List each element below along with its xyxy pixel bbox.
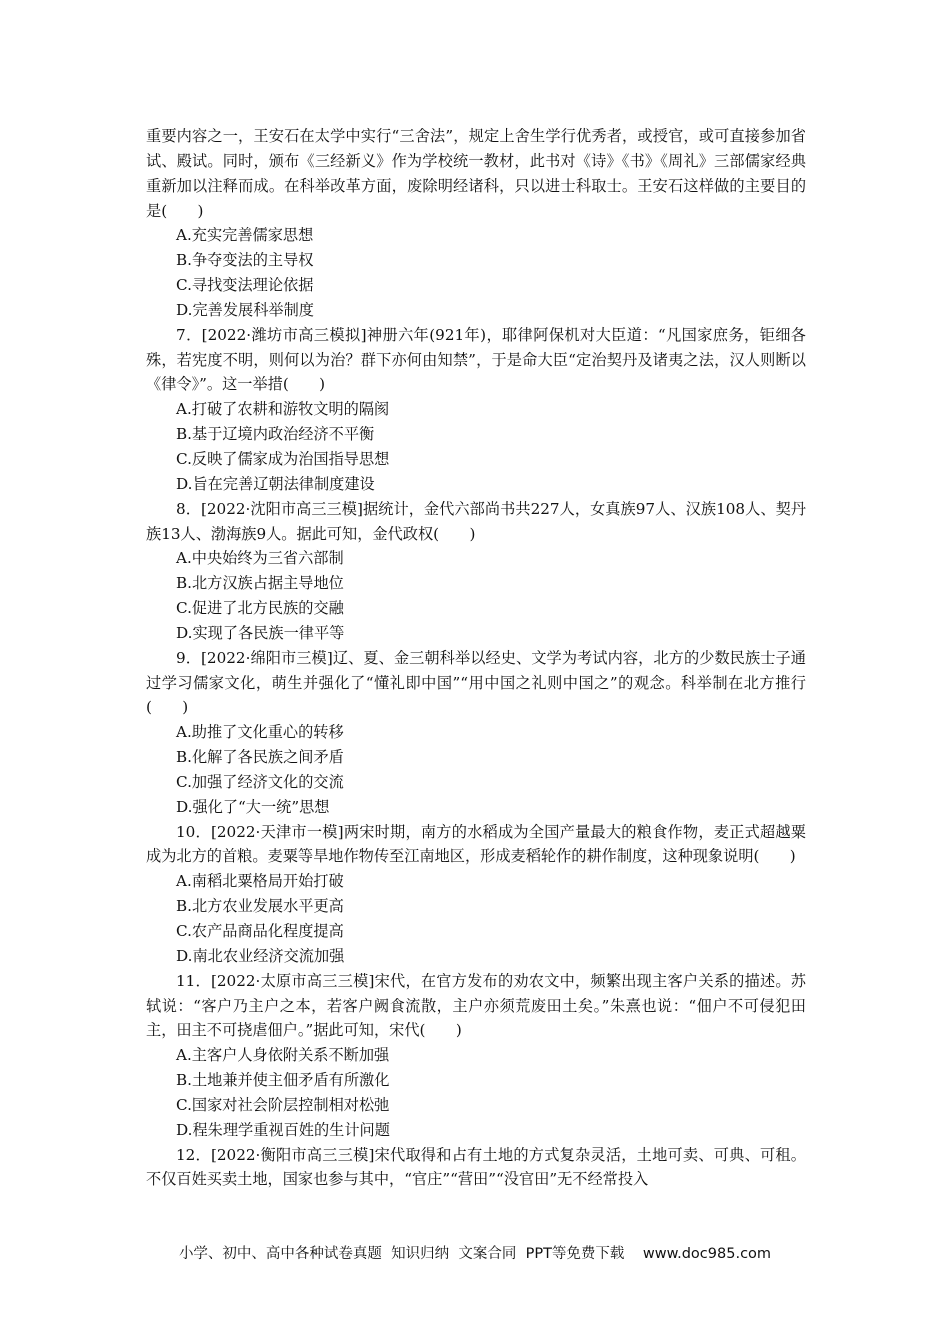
question-9-option-d: D.强化了“大一统”思想 (176, 797, 330, 816)
question-11-stem: 11．[2022·太原市高三三模]宋代，在官方发布的劝农文中，频繁出现主客户关系的描述。苏轼说：“客户乃主户之本，若客户阙食流散，主户亦须荒废田土矣。”朱熹也说：“佃户不可侵犯田主，田主不可挠虐佃户。”据此可知，宋代( ) (146, 971, 806, 1040)
question-10-option-d: D.南北农业经济交流加强 (176, 946, 345, 965)
question-9-option-a: A.助推了文化重心的转移 (176, 723, 344, 742)
question-7-option-c: C.反映了儒家成为治国指导思想 (176, 449, 390, 468)
question-9-option-c: C.加强了经济文化的交流 (176, 772, 344, 791)
question-6-option-d: D.完善发展科举制度 (176, 300, 314, 319)
question-12-stem: 12．[2022·衡阳市高三三模]宋代取得和占有土地的方式复杂灵活，土地可卖、可典、可租。不仅百姓买卖土地，国家也参与其中，“官庄”“营田”“没官田”无不经常投入 (146, 1145, 806, 1189)
question-7-option-d: D.旨在完善辽朝法律制度建设 (176, 474, 375, 493)
question-8-option-d: D.实现了各民族一律平等 (176, 623, 345, 642)
question-6-option-a: A.充实完善儒家思想 (176, 226, 314, 245)
question-6-option-b: B.争夺变法的主导权 (176, 251, 314, 270)
question-10-option-b: B.北方农业发展水平更高 (176, 897, 344, 916)
question-6-option-c: C.寻找变法理论依据 (176, 276, 314, 295)
question-8-stem: 8．[2022·沈阳市高三三模]据统计，金代六部尚书共227人，女真族97人、汉族108人、契丹族13人、渤海族9人。据此可知，金代政权( ) (146, 499, 806, 543)
question-10-option-a: A.南稻北粟格局开始打破 (176, 872, 344, 891)
question-11-option-b: B.土地兼并使主佃矛盾有所激化 (176, 1071, 390, 1090)
question-8-option-a: A.中央始终为三省六部制 (176, 549, 344, 568)
question-7-stem: 7．[2022·潍坊市高三模拟]神册六年(921年)，耶律阿保机对大臣道：“凡国家庶务，钜细各殊，若宪度不明，则何以为治？群下亦何由知禁”，于是命大臣“定治契丹及诸夷之法，汉人则断以《律令》”。这一举措( ) (146, 325, 806, 394)
question-8-option-c: C.促进了北方民族的交融 (176, 599, 344, 618)
footer-text: 小学、初中、高中各种试卷真题 知识归纳 文案合同 PPT等免费下载 (178, 1246, 625, 1262)
question-7-option-b: B.基于辽境内政治经济不平衡 (176, 425, 375, 444)
document-content (146, 124, 806, 1192)
question-7-option-a: A.打破了农耕和游牧文明的隔阂 (176, 400, 390, 419)
page-footer (0, 1242, 950, 1263)
question-10-option-c: C.农产品商品化程度提高 (176, 922, 344, 940)
question-11-option-a: A.主客户人身依附关系不断加强 (176, 1046, 390, 1065)
question-9-stem: 9．[2022·绵阳市三模]辽、夏、金三朝科举以经史、文学为考试内容，北方的少数民族士子通过学习儒家文化，萌生并强化了“懂礼即中国”“用中国之礼则中国之”的观念。科举制在北方推行( ) (146, 648, 806, 717)
question-10-stem: 10．[2022·天津市一模]两宋时期，南方的水稻成为全国产量最大的粮食作物，麦正式超越粟成为北方的首粮。麦粟等旱地作物传至江南地区，形成麦稻轮作的耕作制度，这种现象说明( ) (146, 822, 806, 866)
footer-url[interactable]: www.doc985.com (642, 1246, 772, 1262)
question-11-option-c: C.国家对社会阶层控制相对松弛 (176, 1095, 390, 1114)
question-9-option-b: B.化解了各民族之间矛盾 (176, 748, 344, 767)
question-8-option-b: B.北方汉族占据主导地位 (176, 574, 344, 593)
question-6-stem: 重要内容之一，王安石在太学中实行“三舍法”，规定上舍生学行优秀者，或授官，或可直接参加省试、殿试。同时，颁布《三经新义》作为学校统一教材，此书对《诗》《书》《周礼》三部儒家经典重新加以注释而成。在科举改革方面，废除明经诸科，只以进士科取士。王安石这样做的主要目的是( ) (146, 127, 806, 220)
question-11-option-d: D.程朱理学重视百姓的生计问题 (176, 1120, 390, 1139)
